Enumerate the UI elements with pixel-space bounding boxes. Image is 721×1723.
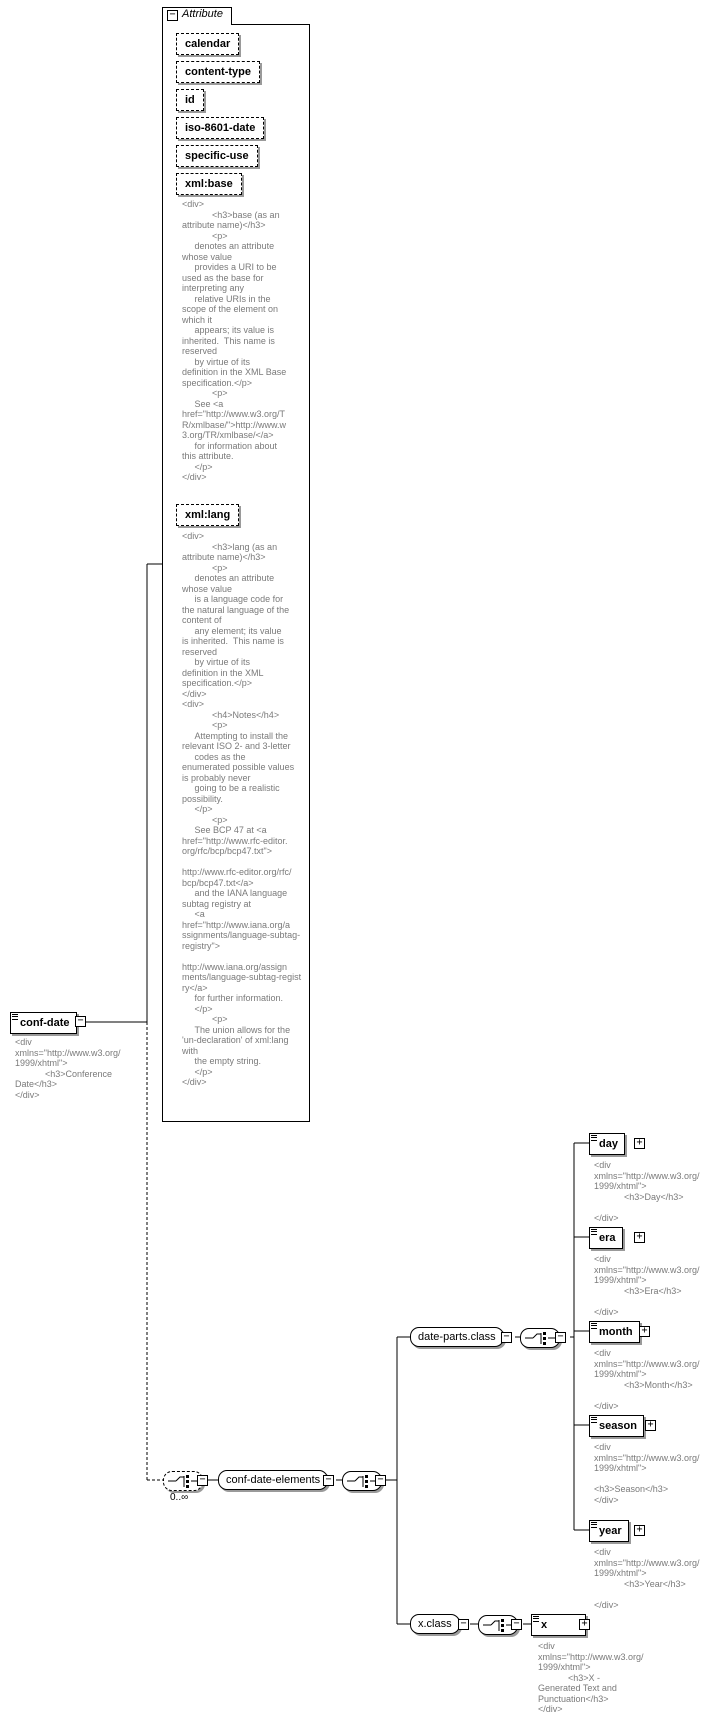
collapse-toggle-group[interactable]: −: [323, 1475, 334, 1486]
attribute-iso-8601-date[interactable]: iso-8601-date: [176, 117, 264, 139]
element-icon: [533, 1616, 539, 1622]
xml-lang-documentation: <div> <h3>lang (as an attribute name)</h3> <p> denotes an attribute whose value is a language code for the natural language of the content of any element; its value is inherited. This name is reserved by virtue of its definition in the XML specification.</p> </div> <div> <h4>Notes</h4> <p> Attempting to install the relevant ISO 2- and 3-letter codes as the enumerated possible values is probably never going to be a realistic possibility. </p> <p> See BCP 47 at <a href="http://www.rfc-editor. org/rfc/bcp/bcp47.txt"> http://www.rfc-editor.org/rfc/ bcp/bcp47.txt</a> and the IANA language subtag registry at <a href="http://www.iana.org/a ssignments/language-subtag- registry"> http://www.iana.org/assign ments/language-subtag-regist ry</a> for further information. </p> <p> The union allows for the 'un-declaration' of xml:lang with the empty string. </p> </div>: [182, 531, 302, 1087]
attribute-xml-base[interactable]: xml:base: [176, 173, 242, 195]
collapse-toggle-sequence-2[interactable]: −: [375, 1475, 386, 1486]
collapse-toggle-sequence[interactable]: −: [197, 1475, 208, 1486]
element-season[interactable]: [589, 1415, 644, 1437]
month-documentation: <div xmlns="http://www.w3.org/ 1999/xhtml"> <h3>Month</h3> </div>: [594, 1348, 700, 1411]
collapse-toggle-date-parts[interactable]: −: [501, 1332, 512, 1343]
era-documentation: <div xmlns="http://www.w3.org/ 1999/xhtml"> <h3>Era</h3> </div>: [594, 1254, 700, 1317]
root-element-conf-date[interactable]: [10, 1012, 77, 1034]
element-icon: [591, 1135, 597, 1141]
root-element-label: conf-date: [20, 1017, 70, 1029]
root-documentation: <div xmlns="http://www.w3.org/ 1999/xhtml"> <h3>Conference Date</h3> </div>: [15, 1037, 121, 1100]
attribute-id[interactable]: id: [176, 89, 204, 111]
attribute-content-type[interactable]: content-type: [176, 61, 260, 83]
expand-toggle-season[interactable]: +: [645, 1420, 656, 1431]
element-season-label: season: [599, 1420, 637, 1432]
element-year-label: year: [599, 1525, 622, 1537]
sequence-glyph: [521, 1329, 559, 1347]
expand-toggle-month[interactable]: +: [639, 1326, 650, 1337]
year-documentation: <div xmlns="http://www.w3.org/ 1999/xhtml"> <h3>Year</h3> </div>: [594, 1547, 700, 1610]
element-icon: [591, 1323, 597, 1329]
element-x-label: x: [541, 1619, 548, 1631]
collapse-toggle-sequence-3[interactable]: −: [555, 1332, 566, 1343]
element-day-label: day: [599, 1138, 618, 1150]
element-month-label: month: [599, 1326, 633, 1338]
season-documentation: <div xmlns="http://www.w3.org/ 1999/xhtml"> <h3>Season</h3> </div>: [594, 1442, 700, 1505]
sequence-compositor-icon-3[interactable]: [520, 1328, 560, 1348]
group-date-parts-class[interactable]: date-parts.class: [410, 1327, 504, 1347]
element-year[interactable]: [589, 1520, 629, 1542]
collapse-toggle-attributes[interactable]: −: [167, 10, 178, 21]
collapse-toggle-sequence-4[interactable]: −: [511, 1619, 522, 1630]
attribute-panel-label: Attribute: [182, 8, 223, 20]
group-x-class[interactable]: x.class: [410, 1614, 460, 1634]
attribute-calendar[interactable]: calendar: [176, 33, 239, 55]
attribute-xml-lang[interactable]: xml:lang: [176, 504, 239, 526]
collapse-toggle-root[interactable]: −: [75, 1016, 86, 1027]
expand-toggle-x[interactable]: +: [579, 1619, 590, 1630]
element-era-label: era: [599, 1232, 616, 1244]
xml-base-documentation: <div> <h3>base (as an attribute name)</h3> <p> denotes an attribute whose value provides a URI to be used as the base for interpreting any relative URIs in the scope of the element on which it appears; its value is inherited. This name is reserved by virtue of its definition in the XML Base specification.</p> <p> See <a href="http://www.w3.org/T R/xmlbase/">http://www.w 3.org/TR/xmlbase/</a> for information about this attribute. </p> </div>: [182, 199, 287, 482]
element-icon: [591, 1229, 597, 1235]
element-day[interactable]: [589, 1133, 625, 1155]
element-icon: [591, 1417, 597, 1423]
element-x[interactable]: [531, 1614, 586, 1636]
x-documentation: <div xmlns="http://www.w3.org/ 1999/xhtml"> <h3>X - Generated Text and Punctuation</h3> </div>: [538, 1641, 644, 1714]
group-conf-date-elements[interactable]: conf-date-elements: [218, 1470, 328, 1490]
element-icon: [591, 1522, 597, 1528]
expand-toggle-year[interactable]: +: [634, 1525, 645, 1536]
expand-toggle-era[interactable]: +: [634, 1232, 645, 1243]
day-documentation: <div xmlns="http://www.w3.org/ 1999/xhtml"> <h3>Day</h3> </div>: [594, 1160, 700, 1223]
element-month[interactable]: [589, 1321, 640, 1343]
collapse-toggle-x-class[interactable]: −: [458, 1619, 469, 1630]
expand-toggle-day[interactable]: +: [634, 1138, 645, 1149]
element-icon: [12, 1014, 18, 1020]
sequence-occurrence: 0..∞: [170, 1492, 189, 1503]
element-era[interactable]: [589, 1227, 623, 1249]
attribute-specific-use[interactable]: specific-use: [176, 145, 258, 167]
